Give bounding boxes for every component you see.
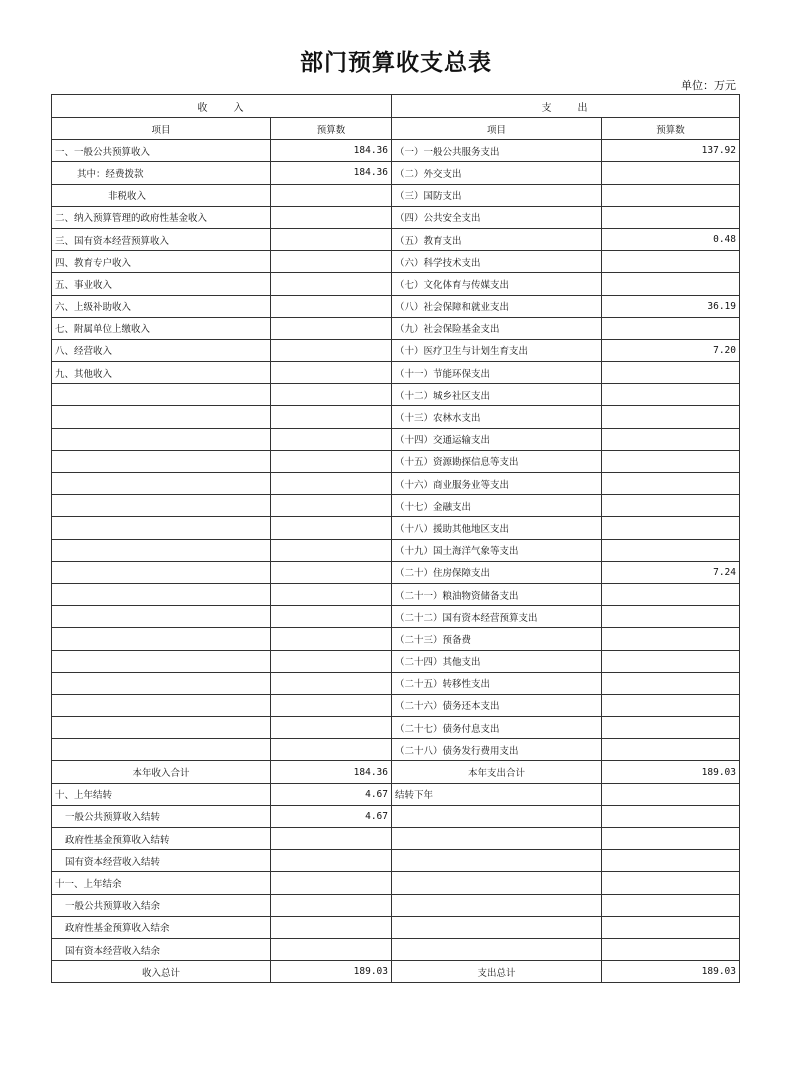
income-item-cell bbox=[52, 561, 271, 583]
expense-amount-cell bbox=[602, 473, 740, 495]
income-item-cell bbox=[52, 517, 271, 539]
income-amount-cell bbox=[271, 672, 392, 694]
expense-item-cell: （十二）城乡社区支出 bbox=[392, 384, 602, 406]
income-amount-cell bbox=[271, 606, 392, 628]
table-row bbox=[52, 961, 740, 983]
income-item-cell: 十一、上年结余 bbox=[52, 872, 271, 894]
income-amount-header: 预算数 bbox=[271, 118, 392, 140]
income-amount-cell bbox=[271, 273, 392, 295]
expense-item-cell bbox=[392, 916, 602, 938]
section-header-row bbox=[52, 95, 740, 118]
income-item-cell: 一般公共预算收入结余 bbox=[52, 894, 271, 916]
expense-item-cell: （八）社会保障和就业支出 bbox=[392, 295, 602, 317]
income-amount-cell bbox=[271, 916, 392, 938]
income-amount-cell bbox=[271, 184, 392, 206]
income-amount-cell bbox=[271, 539, 392, 561]
income-item-cell bbox=[52, 406, 271, 428]
income-item-cell: 九、其他收入 bbox=[52, 362, 271, 384]
income-amount-cell bbox=[271, 694, 392, 716]
expense-item-cell bbox=[392, 828, 602, 850]
income-item-cell: 国有资本经营收入结余 bbox=[52, 938, 271, 960]
expense-amount-cell bbox=[602, 273, 740, 295]
expense-amount-cell: 137.92 bbox=[602, 140, 740, 162]
table-row bbox=[52, 384, 740, 406]
expense-amount-cell bbox=[602, 317, 740, 339]
table-row bbox=[52, 184, 740, 206]
income-item-cell: 三、国有资本经营预算收入 bbox=[52, 228, 271, 250]
table-row bbox=[52, 295, 740, 317]
income-amount-cell bbox=[271, 339, 392, 361]
expense-item-cell: 本年支出合计 bbox=[392, 761, 602, 783]
table-row bbox=[52, 339, 740, 361]
table-row bbox=[52, 583, 740, 605]
income-amount-cell: 4.67 bbox=[271, 783, 392, 805]
expense-amount-cell bbox=[602, 805, 740, 827]
expense-item-cell: （六）科学技术支出 bbox=[392, 251, 602, 273]
expense-amount-cell bbox=[602, 672, 740, 694]
expense-amount-cell bbox=[602, 916, 740, 938]
expense-item-cell: 结转下年 bbox=[392, 783, 602, 805]
table-row bbox=[52, 473, 740, 495]
income-amount-cell bbox=[271, 894, 392, 916]
income-item-cell: 政府性基金预算收入结转 bbox=[52, 828, 271, 850]
expense-amount-cell bbox=[602, 894, 740, 916]
income-item-cell: 五、事业收入 bbox=[52, 273, 271, 295]
expense-item-cell: （二十八）债务发行费用支出 bbox=[392, 739, 602, 761]
table-row bbox=[52, 251, 740, 273]
expense-amount-cell: 189.03 bbox=[602, 761, 740, 783]
income-item-cell: 八、经营收入 bbox=[52, 339, 271, 361]
expense-item-cell: （十九）国土海洋气象等支出 bbox=[392, 539, 602, 561]
expense-amount-cell bbox=[602, 694, 740, 716]
table-row bbox=[52, 850, 740, 872]
income-amount-cell: 189.03 bbox=[271, 961, 392, 983]
expense-amount-cell bbox=[602, 850, 740, 872]
expense-amount-cell bbox=[602, 783, 740, 805]
table-row bbox=[52, 783, 740, 805]
table-row bbox=[52, 317, 740, 339]
table-row bbox=[52, 606, 740, 628]
expense-amount-cell bbox=[602, 251, 740, 273]
expense-item-cell: （一）一般公共服务支出 bbox=[392, 140, 602, 162]
income-item-cell: 其中：经费拨款 bbox=[52, 162, 271, 184]
table-row bbox=[52, 805, 740, 827]
income-item-cell bbox=[52, 606, 271, 628]
table-row bbox=[52, 162, 740, 184]
expense-section-header: 支 出 bbox=[392, 95, 740, 118]
expense-amount-cell bbox=[602, 872, 740, 894]
income-item-cell: 六、上级补助收入 bbox=[52, 295, 271, 317]
table-row bbox=[52, 273, 740, 295]
income-item-cell bbox=[52, 694, 271, 716]
expense-amount-cell bbox=[602, 162, 740, 184]
table-row bbox=[52, 561, 740, 583]
expense-amount-cell bbox=[602, 428, 740, 450]
expense-amount-cell bbox=[602, 938, 740, 960]
expense-amount-cell bbox=[602, 384, 740, 406]
income-amount-cell bbox=[271, 251, 392, 273]
expense-item-cell: （五）教育支出 bbox=[392, 228, 602, 250]
page-title: 部门预算收支总表 bbox=[300, 50, 492, 76]
expense-item-cell: （二十）住房保障支出 bbox=[392, 561, 602, 583]
income-amount-cell bbox=[271, 473, 392, 495]
table-row bbox=[52, 517, 740, 539]
expense-amount-header: 预算数 bbox=[602, 118, 740, 140]
income-item-cell bbox=[52, 450, 271, 472]
table-row bbox=[52, 872, 740, 894]
expense-amount-cell: 189.03 bbox=[602, 961, 740, 983]
income-amount-cell: 4.67 bbox=[271, 805, 392, 827]
expense-amount-cell bbox=[602, 362, 740, 384]
expense-item-cell: （七）文化体育与传媒支出 bbox=[392, 273, 602, 295]
table-row bbox=[52, 539, 740, 561]
expense-item-cell: （二）外交支出 bbox=[392, 162, 602, 184]
income-amount-cell bbox=[271, 561, 392, 583]
table-row bbox=[52, 717, 740, 739]
expense-amount-cell bbox=[602, 717, 740, 739]
table-row bbox=[52, 495, 740, 517]
unit-label: 单位：万元 bbox=[681, 79, 736, 92]
expense-amount-cell bbox=[602, 206, 740, 228]
expense-item-cell bbox=[392, 938, 602, 960]
expense-amount-cell bbox=[602, 406, 740, 428]
budget-table bbox=[51, 94, 740, 983]
table-row bbox=[52, 916, 740, 938]
income-amount-cell bbox=[271, 384, 392, 406]
expense-amount-cell bbox=[602, 606, 740, 628]
table-row bbox=[52, 450, 740, 472]
income-amount-cell bbox=[271, 317, 392, 339]
income-amount-cell bbox=[271, 295, 392, 317]
expense-item-cell: （十八）援助其他地区支出 bbox=[392, 517, 602, 539]
income-amount-cell bbox=[271, 406, 392, 428]
income-item-cell bbox=[52, 717, 271, 739]
income-item-cell: 本年收入合计 bbox=[52, 761, 271, 783]
expense-item-cell: （十四）交通运输支出 bbox=[392, 428, 602, 450]
expense-item-cell bbox=[392, 894, 602, 916]
income-amount-cell: 184.36 bbox=[271, 140, 392, 162]
column-header-row bbox=[52, 118, 740, 140]
income-amount-cell bbox=[271, 650, 392, 672]
income-amount-cell bbox=[271, 362, 392, 384]
income-amount-cell bbox=[271, 717, 392, 739]
income-item-cell: 收入总计 bbox=[52, 961, 271, 983]
expense-item-cell: （十七）金融支出 bbox=[392, 495, 602, 517]
income-item-cell bbox=[52, 495, 271, 517]
expense-amount-cell bbox=[602, 184, 740, 206]
income-item-cell bbox=[52, 583, 271, 605]
expense-amount-cell bbox=[602, 583, 740, 605]
income-amount-cell: 184.36 bbox=[271, 162, 392, 184]
expense-item-cell: （十三）农林水支出 bbox=[392, 406, 602, 428]
income-item-cell: 四、教育专户收入 bbox=[52, 251, 271, 273]
table-row bbox=[52, 761, 740, 783]
expense-item-cell: （二十二）国有资本经营预算支出 bbox=[392, 606, 602, 628]
income-section-header: 收 入 bbox=[52, 95, 392, 118]
income-item-cell bbox=[52, 628, 271, 650]
income-amount-cell bbox=[271, 206, 392, 228]
table-row bbox=[52, 228, 740, 250]
income-amount-cell bbox=[271, 495, 392, 517]
expense-item-cell: 支出总计 bbox=[392, 961, 602, 983]
expense-item-cell: （二十七）债务付息支出 bbox=[392, 717, 602, 739]
table-row bbox=[52, 694, 740, 716]
expense-item-cell: （十六）商业服务业等支出 bbox=[392, 473, 602, 495]
income-item-cell: 二、纳入预算管理的政府性基金收入 bbox=[52, 206, 271, 228]
expense-item-cell: （十五）资源勘探信息等支出 bbox=[392, 450, 602, 472]
table-row bbox=[52, 828, 740, 850]
expense-item-cell: （二十四）其他支出 bbox=[392, 650, 602, 672]
expense-item-cell bbox=[392, 850, 602, 872]
table-row bbox=[52, 650, 740, 672]
expense-item-cell: （九）社会保险基金支出 bbox=[392, 317, 602, 339]
income-item-cell: 非税收入 bbox=[52, 184, 271, 206]
expense-item-cell: （二十六）债务还本支出 bbox=[392, 694, 602, 716]
income-item-cell bbox=[52, 650, 271, 672]
expense-amount-cell bbox=[602, 517, 740, 539]
table-row bbox=[52, 206, 740, 228]
expense-amount-cell bbox=[602, 739, 740, 761]
income-amount-cell bbox=[271, 872, 392, 894]
income-amount-cell bbox=[271, 938, 392, 960]
income-amount-cell bbox=[271, 628, 392, 650]
expense-item-cell bbox=[392, 805, 602, 827]
expense-item-cell: （十一）节能环保支出 bbox=[392, 362, 602, 384]
table-row bbox=[52, 406, 740, 428]
expense-amount-cell bbox=[602, 495, 740, 517]
income-item-cell: 国有资本经营收入结转 bbox=[52, 850, 271, 872]
expense-item-header: 项目 bbox=[392, 118, 602, 140]
income-item-cell: 一般公共预算收入结转 bbox=[52, 805, 271, 827]
expense-item-cell: （二十三）预备费 bbox=[392, 628, 602, 650]
income-amount-cell bbox=[271, 850, 392, 872]
table-row bbox=[52, 672, 740, 694]
expense-amount-cell: 0.48 bbox=[602, 228, 740, 250]
expense-item-cell: （十）医疗卫生与计划生育支出 bbox=[392, 339, 602, 361]
table-row bbox=[52, 938, 740, 960]
expense-item-cell bbox=[392, 872, 602, 894]
income-item-cell bbox=[52, 384, 271, 406]
expense-amount-cell bbox=[602, 650, 740, 672]
income-item-cell bbox=[52, 672, 271, 694]
expense-amount-cell: 7.20 bbox=[602, 339, 740, 361]
income-amount-cell bbox=[271, 828, 392, 850]
income-amount-cell bbox=[271, 228, 392, 250]
income-amount-cell bbox=[271, 450, 392, 472]
income-amount-cell: 184.36 bbox=[271, 761, 392, 783]
income-item-cell: 十、上年结转 bbox=[52, 783, 271, 805]
table-row bbox=[52, 140, 740, 162]
income-item-header: 项目 bbox=[52, 118, 271, 140]
expense-item-cell: （二十一）粮油物资储备支出 bbox=[392, 583, 602, 605]
expense-amount-cell: 36.19 bbox=[602, 295, 740, 317]
income-amount-cell bbox=[271, 739, 392, 761]
expense-amount-cell bbox=[602, 450, 740, 472]
income-amount-cell bbox=[271, 428, 392, 450]
expense-amount-cell bbox=[602, 539, 740, 561]
income-item-cell: 七、附属单位上缴收入 bbox=[52, 317, 271, 339]
income-amount-cell bbox=[271, 517, 392, 539]
income-item-cell bbox=[52, 539, 271, 561]
table-row bbox=[52, 628, 740, 650]
expense-item-cell: （三）国防支出 bbox=[392, 184, 602, 206]
income-item-cell bbox=[52, 739, 271, 761]
expense-amount-cell: 7.24 bbox=[602, 561, 740, 583]
expense-item-cell: （二十五）转移性支出 bbox=[392, 672, 602, 694]
income-item-cell bbox=[52, 473, 271, 495]
table-row bbox=[52, 739, 740, 761]
income-amount-cell bbox=[271, 583, 392, 605]
table-row bbox=[52, 362, 740, 384]
expense-item-cell: （四）公共安全支出 bbox=[392, 206, 602, 228]
table-row bbox=[52, 428, 740, 450]
expense-amount-cell bbox=[602, 628, 740, 650]
income-item-cell: 一、一般公共预算收入 bbox=[52, 140, 271, 162]
income-item-cell bbox=[52, 428, 271, 450]
table-row bbox=[52, 894, 740, 916]
expense-amount-cell bbox=[602, 828, 740, 850]
income-item-cell: 政府性基金预算收入结余 bbox=[52, 916, 271, 938]
